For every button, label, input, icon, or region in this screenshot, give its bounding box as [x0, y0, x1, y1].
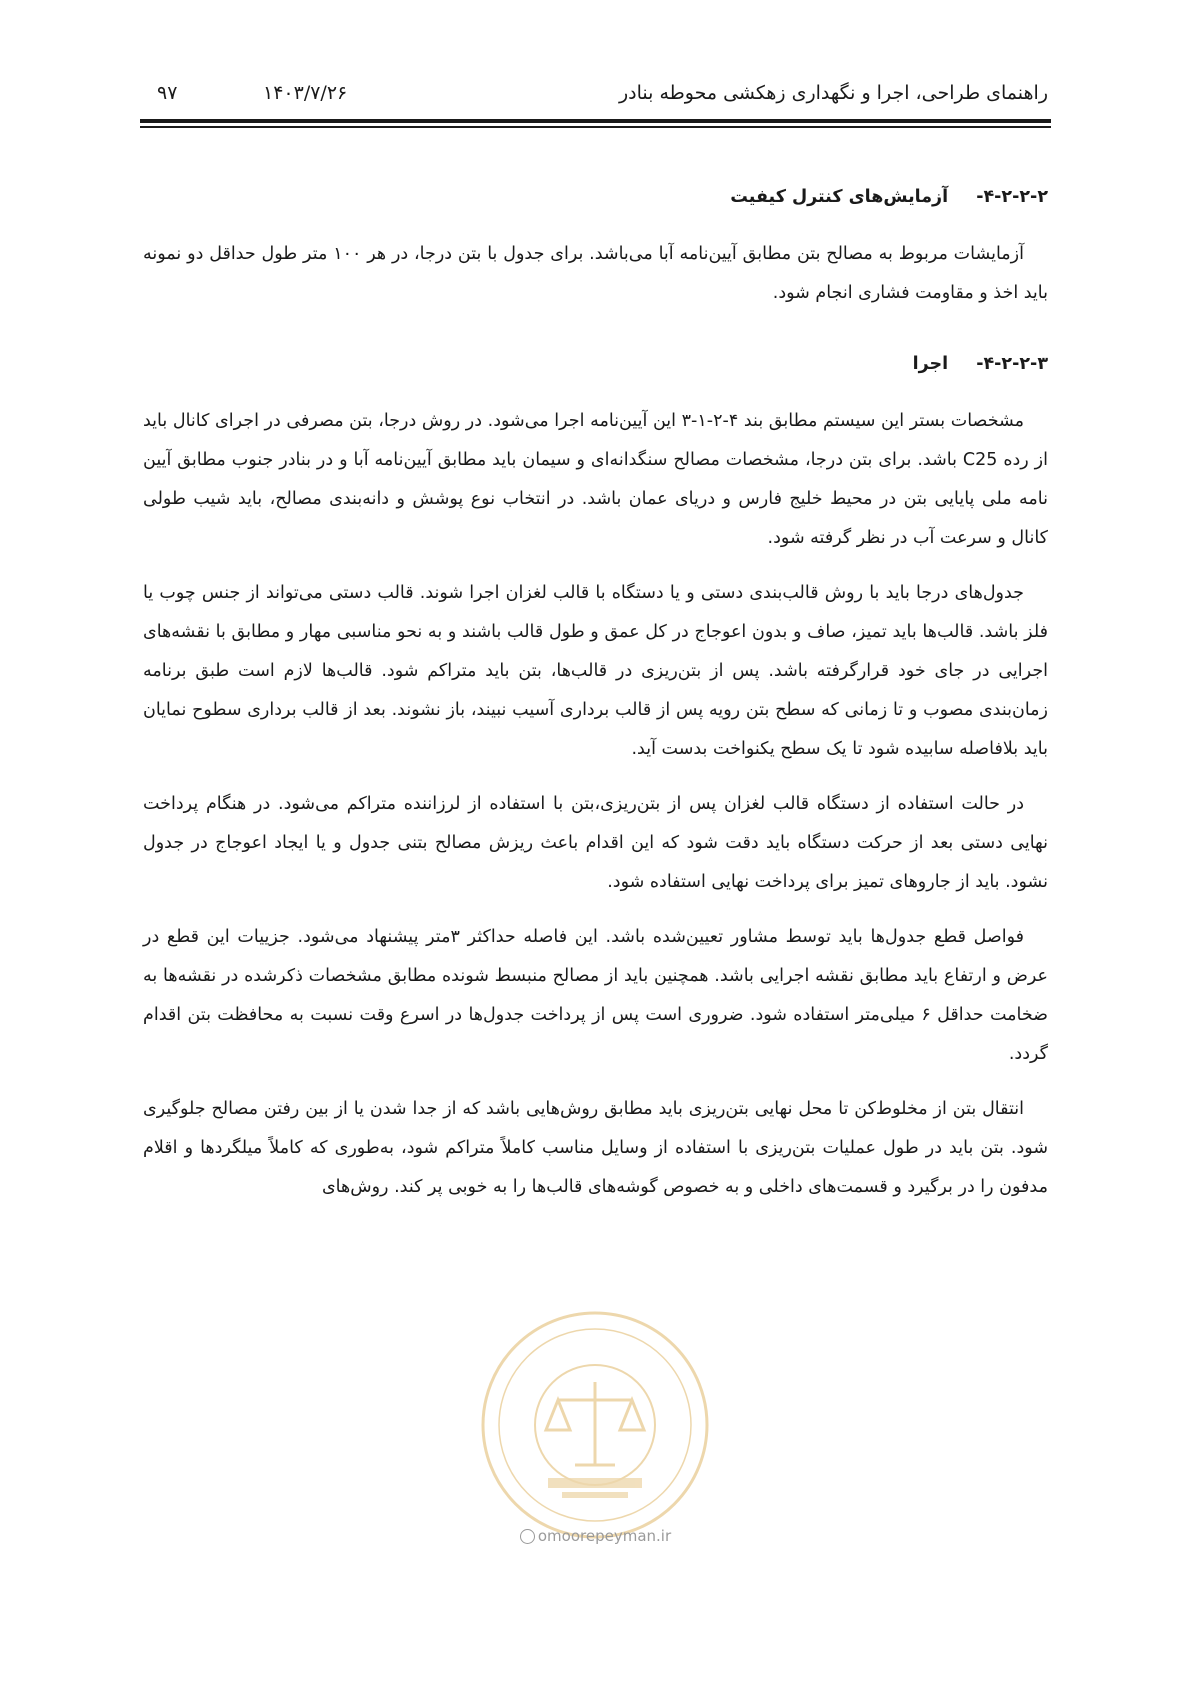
page-number: ۹۷	[157, 82, 178, 104]
scales-of-justice-seal-icon	[470, 1300, 720, 1550]
header-date: ۱۴۰۳/۷/۲۶	[263, 82, 348, 104]
header-rule-thick	[140, 119, 1051, 123]
section-number: ۴-۲-۲-۳-	[976, 354, 1048, 374]
section-title: آزمایش‌های کنترل کیفیت	[730, 187, 949, 207]
header-rule-thin	[140, 126, 1051, 128]
section-number: ۴-۲-۲-۲-	[976, 187, 1048, 207]
paragraph: مشخصات بستر این سیستم مطابق بند ۴-۲-۱-۳ این آیین‌نامه اجرا می‌شود. در روش درجا، بتن مصرفی در اجرای کانال باید از رده C25 باشد. برای بتن درجا، مشخصات مصالح سنگدانه‌ای و سیمان باید مطابق آیین‌نامه آبا و در بنادر جنوب مطابق آیین نامه ملی پایایی بتن در محیط خلیج فارس و دریای عمان باشد. در انتخاب نوع پوشش و دانه‌بندی مصالح، باید شیب طولی کانال و سرعت آب در نظر گرفته شود.	[143, 411, 1048, 548]
page-body	[143, 178, 1048, 1223]
section-title: اجرا	[912, 354, 949, 374]
at-sign-icon	[520, 1529, 535, 1544]
section-heading-execution	[143, 345, 1048, 384]
paragraph: انتقال بتن از مخلوط‌کن تا محل نهایی بتن‌ریزی باید مطابق روش‌هایی باشد که از جدا شدن یا از بین رفتن مصالح جلوگیری شود. بتن باید در طول عملیات بتن‌ریزی با استفاده از وسایل مناسب کاملاً متراکم شود، به‌طوری که کاملاً میلگردها و اقلام مدفون را در برگیرد و قسمت‌های داخلی و به خصوص گوشه‌های قالب‌ها را به خوبی پر کند. روش‌های	[143, 1099, 1048, 1197]
paragraph: در حالت استفاده از دستگاه قالب لغزان پس از بتن‌ریزی،بتن با استفاده از لرزاننده متراکم می‌شود. در هنگام پرداخت نهایی دستی بعد از حرکت دستگاه باید دقت شود که این اقدام باعث ریزش مصالح بتنی جدول و یا ایجاد اعوجاج در جدول نشود. باید از جاروهای تمیز برای پرداخت نهایی استفاده شود.	[143, 794, 1048, 892]
section-heading-quality-tests	[143, 178, 1048, 217]
paragraph: فواصل قطع جدول‌ها باید توسط مشاور تعیین‌شده باشد. این فاصله حداکثر ۳متر پیشنهاد می‌شود. جزییات این قطع در عرض و ارتفاع باید مطابق نقشه اجرایی باشد. همچنین باید از مصالح منبسط شونده مطابق مشخصات ذکرشده در نقشه‌ها به ضخامت حداقل ۶ میلی‌متر استفاده شود. ضروری است پس از پرداخت جدول‌ها در اسرع وقت نسبت به محافظت بتن اقدام گردد.	[143, 927, 1048, 1064]
document-title: راهنمای طراحی، اجرا و نگهداری زهکشی محوطه بنادر	[618, 82, 1048, 104]
paragraph: آزمایشات مربوط به مصالح بتن مطابق آیین‌نامه آبا می‌باشد. برای جدول با بتن درجا، در هر ۱۰۰ متر طول حداقل دو نمونه باید اخذ و مقاومت فشاری انجام شود.	[143, 244, 1048, 303]
watermark-url: omoorepeyman.ir	[0, 1527, 1191, 1545]
paragraph: جدول‌های درجا باید با روش قالب‌بندی دستی و یا دستگاه با قالب لغزان اجرا شوند. قالب دستی می‌تواند از جنس چوب یا فلز باشد. قالب‌ها باید تمیز، صاف و بدون اعوجاج در کل عمق و طول قالب باشند و به نحو مناسبی مهار و مطابق با نقشه‌های اجرایی در جای خود قرارگرفته باشد. پس از بتن‌ریزی در قالب‌ها، بتن باید متراکم شود. قالب‌ها لازم است طبق برنامه زمان‌بندی مصوب و تا زمانی که سطح بتن رویه پس از قالب برداری آسیب نبیند، باز نشوند. بعد از قالب برداری سطوح نمایان باید بلافاصله سابیده شود تا یک سطح یکنواخت بدست آید.	[143, 583, 1048, 759]
page-header	[143, 78, 1048, 114]
